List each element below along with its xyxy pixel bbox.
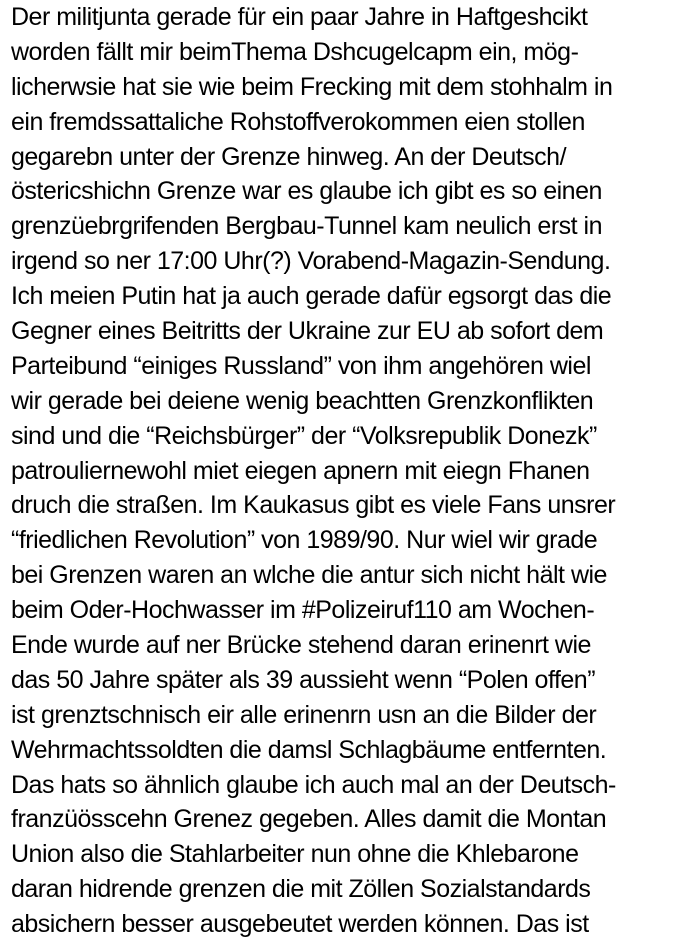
text-line-5: gegarebn unter der Grenze hinweg. An der Deutsch/: [11, 142, 567, 171]
text-line-11: Parteibund “einiges Russland” von ihm angehören wiel: [11, 351, 591, 380]
text-line-21: ist grenztschnisch eir alle erinenrn usn an die Bilder der: [11, 700, 597, 729]
text-line-3: licherwsie hat sie wie beim Frecking mit dem stohhalm in: [11, 72, 613, 101]
text-line-8: irgend so ner 17:00 Uhr(?) Vorabend-Magazin-Sendung.: [11, 247, 611, 276]
text-line-20: das 50 Jahre später als 39 aussieht wenn “Polen offen”: [11, 665, 596, 694]
text-line-16: “friedlichen Revolution” von 1989/90. Nur wiel wir grade: [11, 526, 598, 555]
text-line-27: absichern besser ausgebeutet werden können. Das ist: [11, 910, 589, 939]
text-line-9: Ich meien Putin hat ja auch gerade dafür egsorgt das die: [11, 282, 612, 311]
text-line-19: Ende wurde auf ner Brücke stehend daran erinenrt wie: [11, 631, 591, 660]
text-line-6: östericshichn Grenze war es glaube ich gibt es so einen: [11, 177, 602, 206]
text-line-1: Der militjunta gerade für ein paar Jahre in Haftgeshcikt: [11, 3, 588, 31]
text-line-4: ein fremdssattaliche Rohstoffverokommen eien stollen: [11, 107, 585, 136]
text-line-15: druch die straßen. Im Kaukasus gibt es viele Fans unsrer: [11, 491, 616, 520]
text-line-12: wir gerade bei deiene wenig beachtten Grenzkonflikten: [11, 386, 594, 415]
text-line-26: daran hidrende grenzen die mit Zöllen Sozialstandards: [11, 875, 591, 904]
text-line-18: beim Oder-Hochwasser im #Polizeiruf110 am Wochen-: [11, 596, 595, 625]
text-line-22: Wehrmachtssoldten die damsl Schlagbäume entfernten.: [11, 735, 607, 764]
text-line-24: franzüösscehn Grenez gegeben. Alles damit die Montan: [11, 805, 607, 834]
text-line-7: grenzüebrgrifenden Bergbau-Tunnel kam neulich erst in: [11, 212, 602, 241]
text-line-25: Union also die Stahlarbeiter nun ohne die Khlebarone: [11, 840, 579, 869]
body-text: [11, 0, 681, 942]
text-line-2: worden fällt mir beimThema Dshcugelcapm ein, mög-: [11, 37, 579, 66]
text-line-14: patrouliernewohl miet eiegen apnern mit eiegn Fhanen: [11, 456, 590, 485]
text-line-23: Das hats so ähnlich glaube ich auch mal an der Deutsch-: [11, 770, 616, 799]
text-line-17: bei Grenzen waren an wlche die antur sich nicht hält wie: [11, 561, 607, 590]
text-line-10: Gegner eines Beitritts der Ukraine zur EU ab sofort dem: [11, 317, 604, 346]
text-line-13: sind und die “Reichsbürger” der “Volksrepublik Donezk”: [11, 421, 597, 450]
